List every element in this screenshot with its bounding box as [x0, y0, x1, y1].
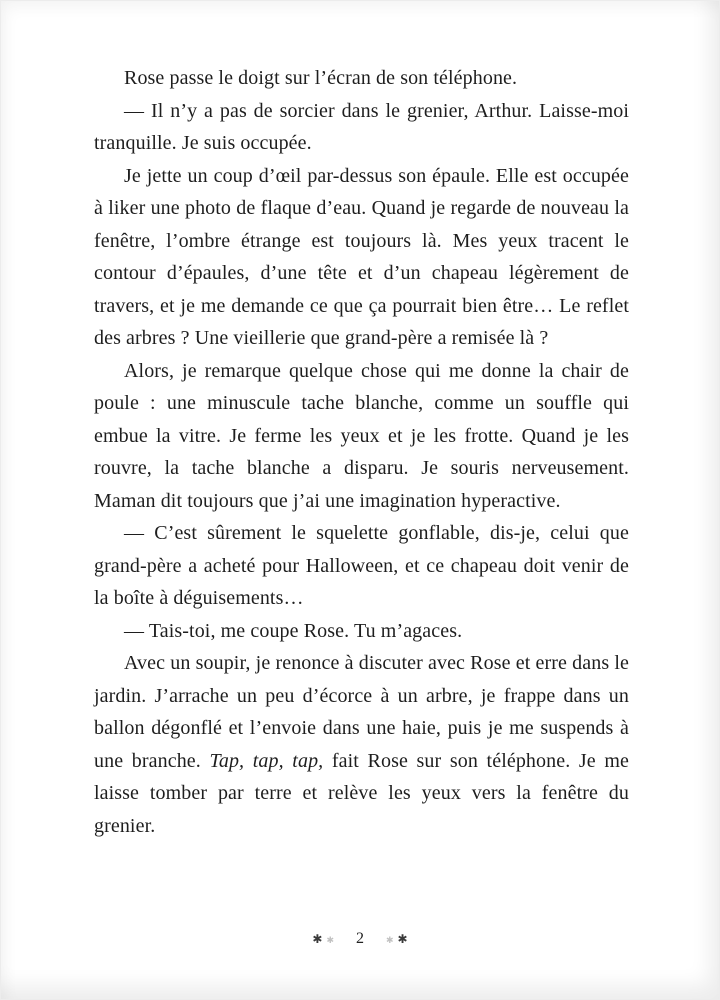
body-text: — Il n’y a pas de sorcier dans le grenier, Arthur. Laisse-moi tranquille. Je suis occupée. — [94, 99, 629, 154]
body-text: — Tais-toi, me coupe Rose. Tu m’agaces. — [124, 619, 463, 642]
page-number: 2 — [356, 930, 364, 948]
paragraph — [94, 517, 629, 615]
right-star-ornament — [384, 930, 410, 948]
star-icon: ✱ — [326, 935, 334, 946]
left-star-ornament — [310, 930, 336, 948]
body-text: Alors, je remarque quelque chose qui me donne la chair de poule : une minuscule tache blanche, comme un souffle qui embue la vitre. Je ferme les yeux et je les frotte. Quand je les rouvre, la tache blanche a disparu. Je souris nerveusement. Maman dit toujours que j’ai une imagination hyperactive. — [94, 359, 629, 512]
paragraph — [94, 160, 629, 355]
star-icon: ✱ — [312, 932, 323, 947]
italic-text: Tap, tap, tap, — [209, 749, 324, 772]
paragraph — [94, 355, 629, 518]
page-footer — [0, 930, 720, 948]
body-text: — C’est sûrement le squelette gonflable, dis-je, celui que grand-père a acheté pour Halloween, et ce chapeau doit venir de la boîte à déguisements… — [94, 522, 629, 609]
body-text: Avec un soupir, je renonce à discuter avec Rose et erre dans le jardin. J’arrache un peu d’écorce à un arbre, je frappe dans un ballon dégonflé et l’envoie dans une haie, puis je me suspends à une branche. — [94, 652, 629, 772]
paragraph — [94, 95, 629, 160]
paragraph — [94, 615, 629, 648]
star-icon: ✱ — [386, 935, 394, 946]
body-text: Rose passe le doigt sur l’écran de son téléphone. — [124, 67, 518, 89]
star-icon: ✱ — [397, 932, 408, 947]
body-text: fait Rose sur son téléphone. Je me laisse tomber par terre et relève les yeux vers la fenêtre du grenier. — [94, 749, 629, 837]
page-text — [94, 62, 629, 842]
paragraph — [94, 647, 629, 842]
paragraph — [94, 62, 629, 95]
body-text: Je jette un coup d’œil par-dessus son épaule. Elle est occupée à liker une photo de flaque d’eau. Quand je regarde de nouveau la fenêtre, l’ombre étrange est toujours là. Mes yeux tracent le contour d’épaules, d’une tête et d’un chapeau légèrement de travers, et je me demande ce que ça pourrait bien être… Le reflet des arbres ? Une vieillerie que grand-père a remisée là ? — [94, 164, 629, 349]
